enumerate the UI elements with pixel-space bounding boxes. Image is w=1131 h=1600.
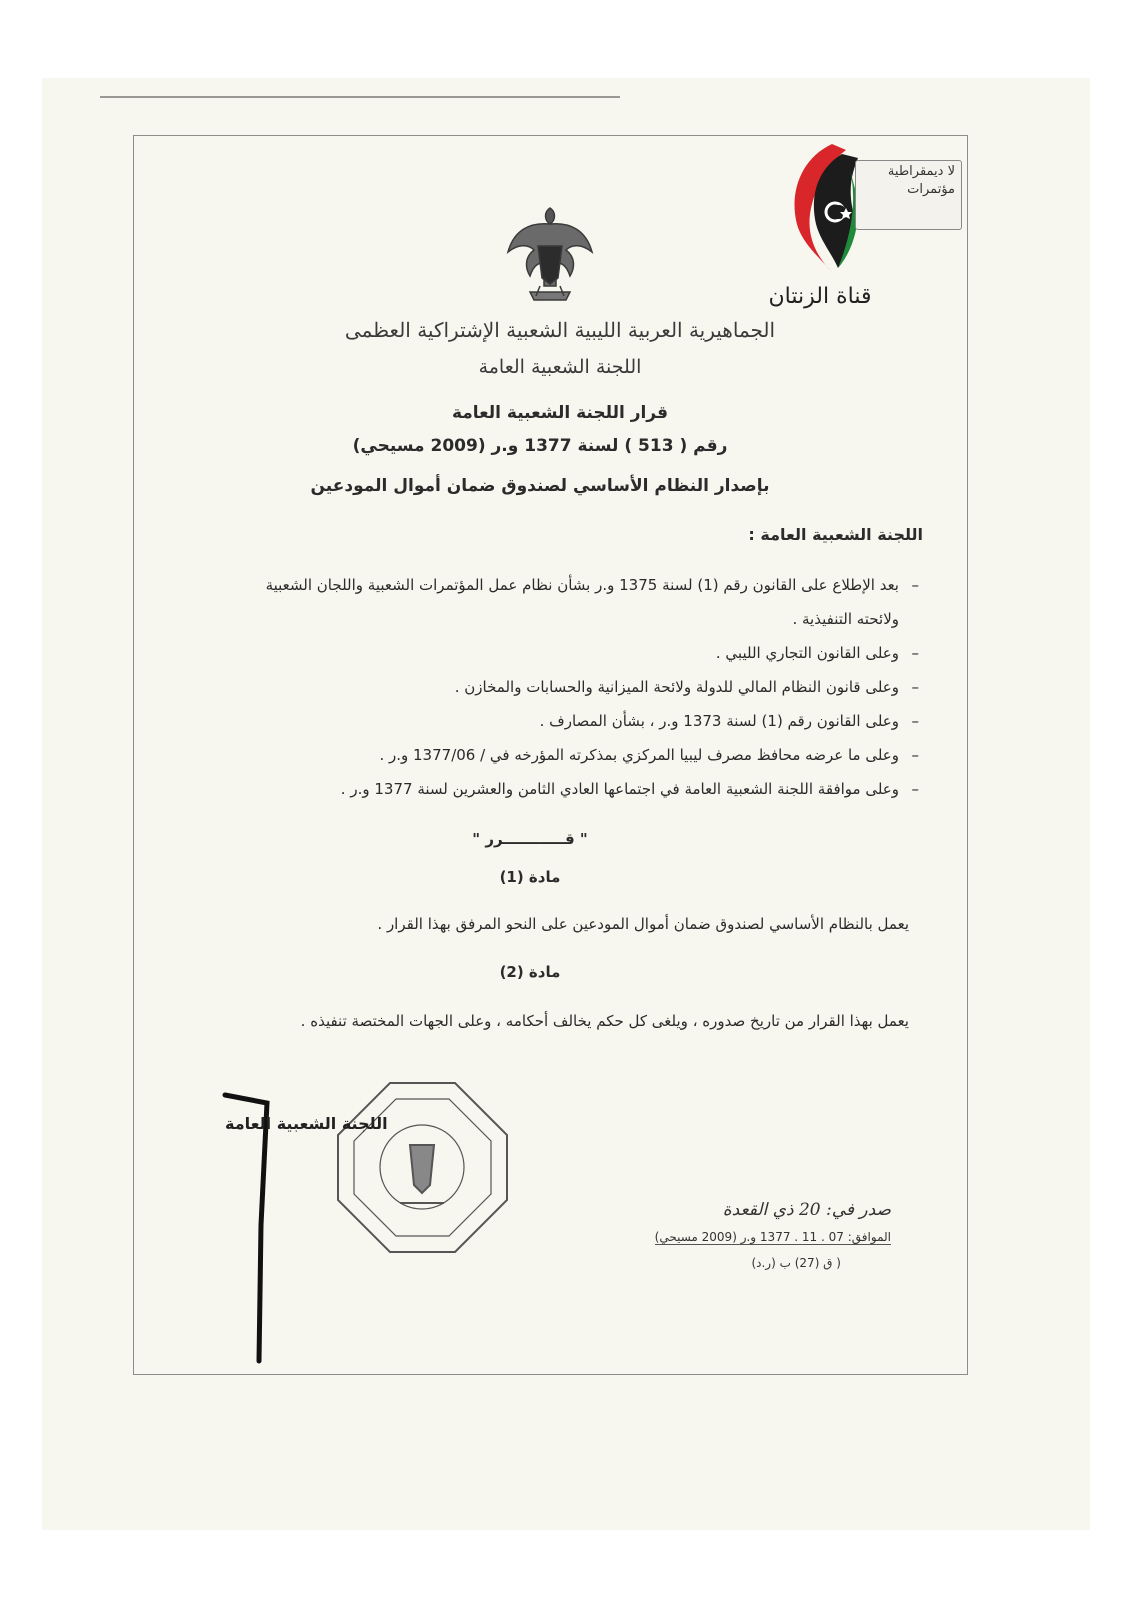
committee-name: اللجنة الشعبية العامة (478, 356, 642, 378)
channel-logo-icon (780, 140, 860, 275)
registry-reference: ( ق (27) ب (ر.د) (751, 1256, 841, 1270)
official-seal-icon (330, 1075, 515, 1260)
article-2-text: يعمل بهذا القرار من تاريخ صدوره ، ويلغى كل حكم يخالف أحكامه ، وعلى الجهات المختصة تنفيذه . (300, 1012, 909, 1030)
list-item: – بعد الإطلاع على القانون رقم (1) لسنة 1375 و.ر بشأن نظام عمل المؤتمرات الشعبية واللجان الشعبية ولائحته التنفيذية . (239, 568, 919, 636)
eagle-emblem-icon (500, 200, 600, 310)
watermark-box-line1: لا ديمقراطية (887, 164, 955, 179)
preamble-list (239, 568, 919, 806)
scan-artifact-line (100, 96, 620, 98)
list-item: – وعلى ما عرضه محافظ مصرف ليبيا المركزي بمذكرته المؤرخه في / 1377/06 و.ر . (239, 738, 919, 772)
list-item: – وعلى موافقة اللجنة الشعبية العامة في اجتماعها العادي الثامن والعشرين لسنة 1377 و.ر . (239, 772, 919, 806)
signer-name: اللجنة الشعبية العامة (225, 1114, 388, 1133)
decision-subject: بإصدار النظام الأساسي لصندوق ضمان أموال المودعين (310, 476, 770, 496)
decision-title: قرار اللجنة الشعبية العامة (451, 403, 669, 423)
article-1-title: مادة (1) (499, 868, 561, 886)
watermark-box (855, 160, 962, 230)
watermark-box-line2: مؤتمرات (907, 182, 955, 197)
channel-name: قناة الزنتان (768, 284, 872, 309)
state-name: الجماهيرية العربية الليبية الشعبية الإشتراكية العظمى (344, 318, 776, 342)
list-item: – وعلى القانون رقم (1) لسنة 1373 و.ر ، بشأن المصارف . (239, 704, 919, 738)
list-item: – وعلى قانون النظام المالي للدولة ولائحة الميزانية والحسابات والمخازن . (239, 670, 919, 704)
article-1-text: يعمل بالنظام الأساسي لصندوق ضمان أموال المودعين على النحو المرفق بهذا القرار . (377, 915, 909, 933)
preamble-lead: اللجنة الشعبية العامة : (748, 525, 923, 544)
issued-date: صدر في: 20 ذي القعدة (722, 1200, 891, 1220)
article-2-title: مادة (2) (499, 963, 561, 981)
corresponding-date: الموافق: 07 . 11 . 1377 و.ر (2009 مسيحي) (654, 1230, 891, 1244)
decision-number: رقم ( 513 ) لسنة 1377 و.ر (2009 مسيحي) (352, 436, 728, 456)
list-item: – وعلى القانون التجاري الليبي . (239, 636, 919, 670)
decree-heading: " قــــــــــــرر " (472, 830, 588, 848)
